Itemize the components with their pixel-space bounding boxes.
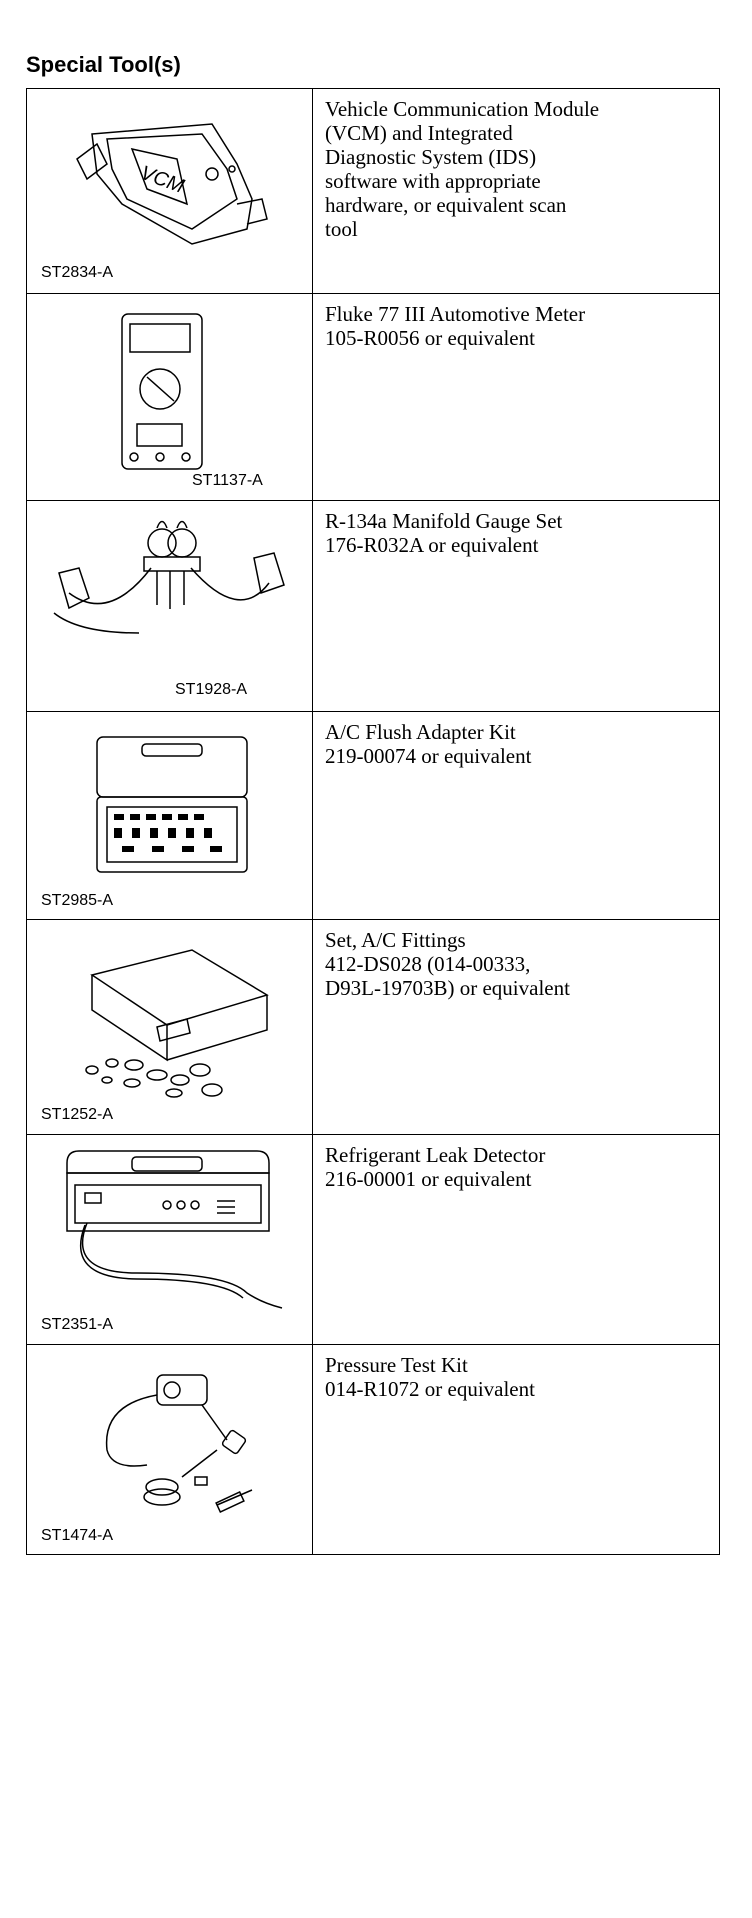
description-line: Pressure Test Kit [325,1353,468,1377]
description-line: Set, A/C Fittings [325,928,466,952]
manifold-gauge-icon [39,513,299,663]
pressure-test-kit-icon [77,1365,277,1525]
description-line: (VCM) and Integrated [325,121,513,145]
tool-row [27,920,720,1135]
tool-description [313,712,720,920]
description-line: R-134a Manifold Gauge Set [325,509,563,533]
description-line: A/C Flush Adapter Kit [325,720,516,744]
tool-description [313,1135,720,1345]
description-line: software with appropriate [325,169,541,193]
tool-part-code: ST2351-A [41,1316,114,1333]
tool-row [27,1135,720,1345]
tool-row [27,712,720,920]
tool-part-code: ST1928-A [175,681,248,698]
tool-row [27,501,720,712]
description-line: Diagnostic System (IDS) [325,145,537,169]
tool-illustration-cell [27,712,313,920]
tool-description [313,501,720,712]
tool-row [27,89,720,294]
tool-part-code: ST1137-A [192,472,263,489]
tool-illustration-cell [27,920,313,1135]
tool-illustration-cell [27,1345,313,1555]
flush-adapter-kit-icon [92,732,252,877]
tool-description [313,294,720,501]
svg-text:VCM: VCM [137,161,187,198]
description-line: 014-R1072 or equivalent [325,1377,535,1401]
description-line: 219-00074 or equivalent [325,744,532,768]
description-line: D93L-19703B) or equivalent [325,976,570,1000]
description-line: Refrigerant Leak Detector [325,1143,546,1167]
vcm-module-icon [62,104,282,254]
description-line: Fluke 77 III Automotive Meter [325,302,586,326]
fittings-set-icon [62,935,282,1100]
tool-illustration-cell [27,1135,313,1345]
description-line: 105-R0056 or equivalent [325,326,535,350]
tool-part-code: ST1252-A [41,1106,114,1123]
description-line: hardware, or equivalent scan [325,193,567,217]
tool-part-code: ST2985-A [41,892,114,909]
description-line: Vehicle Communication Module [325,97,600,121]
tool-part-code: ST1474-A [41,1527,114,1544]
description-line: tool [325,217,358,241]
tool-part-code: ST2834-A [41,264,114,281]
tool-description [313,920,720,1135]
tool-row [27,1345,720,1555]
description-line: 216-00001 or equivalent [325,1167,532,1191]
tool-row [27,294,720,501]
tool-description [313,89,720,294]
description-line: 176-R032A or equivalent [325,533,539,557]
tool-illustration-cell [27,501,313,712]
tool-illustration-cell [27,294,313,501]
leak-detector-icon [57,1143,287,1318]
multimeter-icon [112,309,212,474]
tool-illustration-cell [27,89,313,294]
special-tools-table [26,88,720,1555]
page-title: Special Tool(s) [26,52,181,77]
description-line: 412-DS028 (014-00333, [325,952,531,976]
tool-description [313,1345,720,1555]
